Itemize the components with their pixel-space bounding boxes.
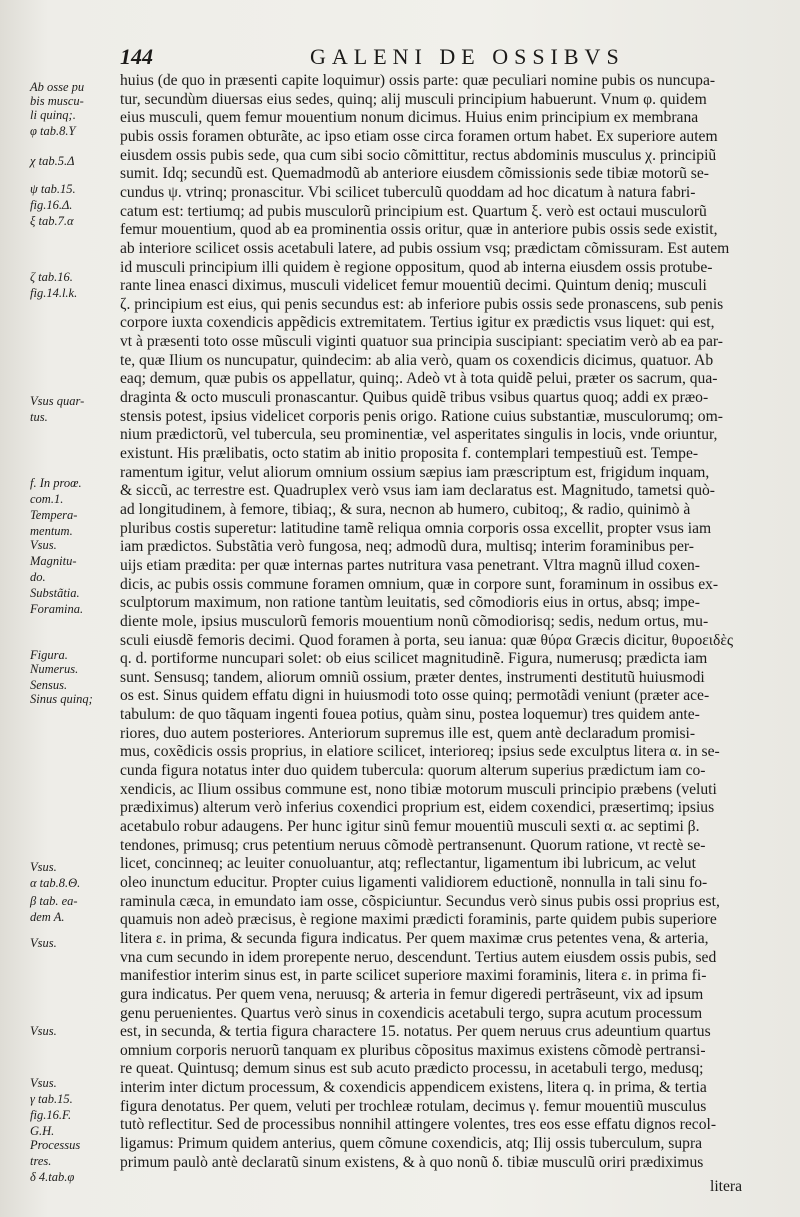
text-line: os est. Sinus quidem effatu digni in huiusmodi toto osse quinq; permotãdi veniunt (præter ace- bbox=[120, 687, 710, 705]
text-line: femur mouentium, quod ab ea prominentia ossis oritur, quæ in anteriore pubis ossis sede existit, bbox=[120, 221, 718, 239]
text-line: mus, coxẽdicis ossis proprius, in elatiore scilicet, interioreq; ipsius sede exculptus litera α. in se- bbox=[120, 743, 720, 761]
margin-note: tres. bbox=[30, 1154, 52, 1168]
text-line: tur, secundùm diuersas eius sedes, quinq; alij musculi principium habuerunt. Vnum φ. quidem bbox=[120, 90, 707, 108]
margin-note: mentum. bbox=[30, 524, 73, 538]
catchword: litera bbox=[710, 1178, 743, 1195]
margin-note: Figura. bbox=[30, 648, 68, 662]
text-line: ab interiore scilicet ossis acetabuli latere, ad pubis ossium vsq; prædictam cõmissuram. Est autem bbox=[120, 239, 730, 257]
margin-note: fig.16.Δ. bbox=[30, 198, 73, 212]
margin-note: dem A. bbox=[30, 910, 65, 924]
text-line: ligamus: Primum quidem anterius, quem cõmune coxendicis, atq; Ilij ossis tuberculum, supra bbox=[120, 1135, 703, 1153]
text-line: figura denotatus. Per quem, veluti per trochleæ rotulam, decimus γ. femur mouentiũ musculus bbox=[120, 1097, 707, 1115]
text-line: eius musculi, quem femur mouentium nonum dicimus. Huius enim principium ex membrana bbox=[120, 109, 699, 127]
text-line: quamuis non adeò præcisus, è regione maximi prædicti foraminis, parte quidem pubis superiore bbox=[120, 911, 717, 929]
text-line: gura indicatus. Per quem vena, neruusq; & arteria in femur digeredi pertrãseunt, vix ad ipsum bbox=[120, 985, 704, 1003]
text-line: te, quæ Ilium os nuncupatur, quindecim: ab alia verò, quam os coxendicis dicimus, quatuor. Ab bbox=[120, 351, 714, 369]
margin-note: γ tab.15. bbox=[30, 1092, 73, 1106]
text-line: eiusdem ossis pubis sede, qua cum sibi socio cõmittitur, rectus abdominis musculus χ. principiũ bbox=[120, 146, 717, 164]
text-line: tabulum: de quo tãquam ingenti fouea potius, quàm sinu, postea loquemur) tres quidem ante- bbox=[120, 706, 700, 724]
margin-note: α tab.8.Θ. bbox=[30, 876, 81, 890]
text-line: pubis ossis foramen obturãte, ac ipso etiam osse circa foramen ortum habet. Ex superiore autem bbox=[120, 127, 718, 145]
text-line: manifestior interim sinus est, in parte scilicet superiore maximi foraminis, litera ε. in prima fi- bbox=[120, 967, 707, 985]
text-line: riores, duo autem posteriores. Anteriorum supremus ille est, quem antè declaradum promisi- bbox=[120, 724, 696, 742]
margin-note: f. In proœ. bbox=[30, 476, 82, 490]
text-line: cundus ψ. vtrinq; pronascitur. Vbi scilicet tuberculũ quoddam ad hoc dicatum à natura fabri- bbox=[120, 183, 696, 201]
margin-note: fig.14.l.k. bbox=[30, 286, 78, 300]
text-line: omnium corporis neruorũ tanquam ex pluribus cõpositus maximus existens cõmodè pertransi- bbox=[120, 1041, 706, 1059]
text-line: cunda figura notatus inter duo quidem tubercula: quorum alterum superius prædictum iam co- bbox=[120, 762, 706, 780]
text-line: est, in secunda, & tertia figura charactere 15. notatus. Per quem neruus crus adeuntium quartus bbox=[120, 1023, 711, 1041]
text-line: litera ε. in prima, & secunda figura indicatus. Per quem maximæ crus petentes vena, & arteria, bbox=[120, 929, 709, 947]
text-line: stensis potest, ipsius videlicet corporis penis origo. Ratione cuius substantiæ, musculorumq; om- bbox=[120, 407, 723, 425]
margin-note: Vsus quar- bbox=[30, 394, 85, 408]
text-line: vna cum secundo in idem prorepente neruo, descendunt. Tertius autem eiusdem ossis pubis, sed bbox=[120, 948, 717, 966]
margin-note: φ tab.8.Υ bbox=[30, 124, 76, 138]
text-line: primum paulò antè declaratũ sinum existens, & à quo nonũ δ. tibiæ musculũ oriri prædiximus bbox=[120, 1153, 704, 1171]
text-line: tendones, primusq; crus petentium neruus cõmodè pertransenunt. Quorum ratione, vt rectè se- bbox=[120, 836, 706, 854]
margin-note: li quinq;. bbox=[30, 108, 76, 122]
body-text bbox=[120, 70, 790, 1170]
margin-note: Processus bbox=[30, 1138, 81, 1152]
text-line: sculptorum maximum, non ratione tantùm leuitatis, sed cõmodioris eius in ortus, absq; impe- bbox=[120, 594, 700, 612]
text-line: re queat. Quintusq; demum sinus est sub acuto prædicto processu, in acetabuli tergo, medusq; bbox=[120, 1060, 704, 1078]
margin-note: bis muscu- bbox=[30, 94, 84, 108]
text-line: raminula cæca, in emundato iam osse, cõspiciuntur. Secundus verò sinus pubis ossi proprius est, bbox=[120, 892, 720, 910]
margin-note: Foramina. bbox=[30, 602, 84, 616]
margin-note: G.H. bbox=[30, 1124, 55, 1138]
text-line: eaq; demum, quæ pubis os appellatur, quinq;. Adeò vt à tota quidẽ pelui, præter os sacrum, qua- bbox=[120, 370, 718, 388]
text-line: corpore iuxta coxendicis appẽdicis extremitatem. Tertius igitur ex prædictis vsus liquet: qui est, bbox=[120, 314, 715, 332]
text-line: prædiximus) alterum verò inferius coxendici proprium est, eidem coxendici, præsertimq; ipsius bbox=[120, 799, 715, 817]
text-line: uijs etiam prædita: per quæ internas partes nutritura vasa penetrant. Vltra magnũ illud coxen- bbox=[120, 556, 700, 574]
margin-note: Sensus. bbox=[30, 678, 68, 692]
text-line: ramentum igitur, velut aliorum omnium ossium sæpius iam præscriptum est, frigidum inquam, bbox=[120, 463, 710, 481]
text-line: pluribus costis superetur: latitudine tamẽ reliqua omnia corporis ossa excellit, propter vsus iam bbox=[120, 519, 712, 537]
text-line: q. d. portiforme nuncupari solet: ob eius scilicet magnitudinẽ. Figura, numerusq; prædicta iam bbox=[120, 650, 708, 668]
text-line: interim inter dictum processum, & coxendicis appendicem existens, litera q. in prima, & tertia bbox=[120, 1079, 707, 1097]
text-line: dicis, ac pubis ossis commune foramen omnium, quæ in corpore sunt, foraminum in ossibus ex- bbox=[120, 575, 719, 593]
text-line: ζ. principium est eius, qui penis secundus est: ab inferiore pubis ossis sede pronascens, sub penis bbox=[120, 295, 724, 313]
margin-notes bbox=[30, 74, 110, 1184]
margin-note: com.1. bbox=[30, 492, 64, 506]
text-line: sculi eiusdẽ femoris decimi. Quod foramen à porta, seu ianua: quæ θύρα Græcis dicitur, θυροειδὲς bbox=[120, 631, 734, 649]
margin-note: Magnitu- bbox=[30, 554, 77, 568]
margin-note: χ tab.5.Δ bbox=[30, 154, 75, 168]
margin-note: Numerus. bbox=[30, 662, 79, 676]
text-line: acetabulo robur adaugens. Per hunc igitur sinũ femur mouentiũ musculi sexti α. ac septimi β. bbox=[120, 818, 700, 835]
text-line: vt à præsenti toto osse mũsculi viginti quatuor sua principia suscipiant: speciatim verò ab ea par- bbox=[120, 333, 723, 351]
text-line: oleo inunctum educitur. Propter cuius ligamenti validiorem eductionẽ, nonnulla in tali sinu fo- bbox=[120, 873, 708, 891]
margin-note: Substãtia. bbox=[30, 586, 80, 600]
margin-note: Sinus quinq; bbox=[30, 692, 93, 706]
margin-note: Ab osse pu bbox=[30, 80, 85, 94]
margin-note: Vsus. bbox=[30, 1076, 57, 1090]
text-line: catum est: tertiumq; ad pubis musculorũ principium est. Quartum ξ. verò est octaui musculorũ bbox=[120, 202, 707, 220]
margin-note: Vsus. bbox=[30, 936, 57, 950]
text-line: draginta & octo musculi pronascantur. Quibus quidẽ tribus vsibus quartus quoq; addi ex præo- bbox=[120, 389, 709, 407]
margin-note: do. bbox=[30, 570, 46, 584]
page-number: 144 bbox=[120, 44, 153, 69]
text-line: & siccũ, ac terrestre est. Quadruplex verò vsus iam iam declaratus est. Magnitudo, tametsi quò- bbox=[120, 482, 715, 500]
margin-note: β tab. ea- bbox=[30, 894, 78, 908]
text-line: rante linea enasci diximus, musculi videlicet femur mouentiũ decimi. Quintum deniq; musculi bbox=[120, 277, 707, 295]
running-title: GALENI DE OSSIBVS bbox=[310, 44, 625, 69]
text-line: genu peruenientes. Quartus verò sinus in coxendicis acetabuli tergo, supra acutum processum bbox=[120, 1004, 703, 1022]
text-line: tutò reflectitur. Sed de processibus nonnihil attingere volentes, tres eos esse effatu dignos recol- bbox=[120, 1116, 717, 1134]
margin-note: ζ tab.16. bbox=[30, 270, 73, 284]
text-line: xendicis, ac Ilium ossibus commune est, nono tibiæ motorum musculi principio præbens (veluti bbox=[120, 780, 717, 798]
margin-note: Vsus. bbox=[30, 1024, 57, 1038]
text-line: licet, concinneq; ac leuiter conuoluantur, atq; reflectantur, ligamentum ibi lubricum, ac velut bbox=[120, 855, 696, 873]
margin-note: fig.16.F. bbox=[30, 1108, 72, 1122]
text-line: sunt. Sensusq; tandem, aliorum omniũ ossium, præter dentes, instrumenti destitutũ huiusmodi bbox=[120, 668, 705, 686]
text-line: iam prædictos. Substãtia verò fungosa, neq; admodũ dura, multisq; interim foraminibus per- bbox=[120, 538, 694, 556]
text-line: sumit. Idq; secundũ est. Quemadmodũ ab anteriore eiusdem cõmissionis sede tibiæ motorũ se- bbox=[120, 165, 709, 183]
text-line: ad longitudinem, à femore, tibiaq;, & sura, necnon ab humero, cubitoq;, & radio, quinimò à bbox=[120, 500, 691, 518]
text-line: diente mole, ipsius musculorũ femoris mouentium nonũ cõmodiorisq; sedis, nedum ortus, mu- bbox=[120, 612, 709, 630]
margin-note: ξ tab.7.α bbox=[30, 214, 74, 228]
margin-note: Vsus. bbox=[30, 538, 57, 552]
margin-note: ψ tab.15. bbox=[30, 182, 76, 196]
margin-note: δ 4.tab.φ bbox=[30, 1170, 75, 1184]
margin-note: Tempera- bbox=[30, 508, 78, 522]
margin-note: Vsus. bbox=[30, 860, 57, 874]
text-line: nium prædictorũ, vel tubercula, seu prominentiæ, vel asperitates singulis in locis, vnde oriuntur, bbox=[120, 426, 718, 444]
margin-note: tus. bbox=[30, 410, 48, 424]
text-line: huius (de quo in præsenti capite loquimur) ossis parte: quæ peculiari nomine pubis os nuncupa- bbox=[120, 72, 716, 89]
text-line: existunt. His prælibatis, octo statim ab initio proposita f. contemplari tempestiuũ est. Tempe- bbox=[120, 445, 699, 462]
text-line: id musculi principium illi quidem è regione oppositum, quod ab interna eiusdem ossis protube- bbox=[120, 258, 713, 276]
